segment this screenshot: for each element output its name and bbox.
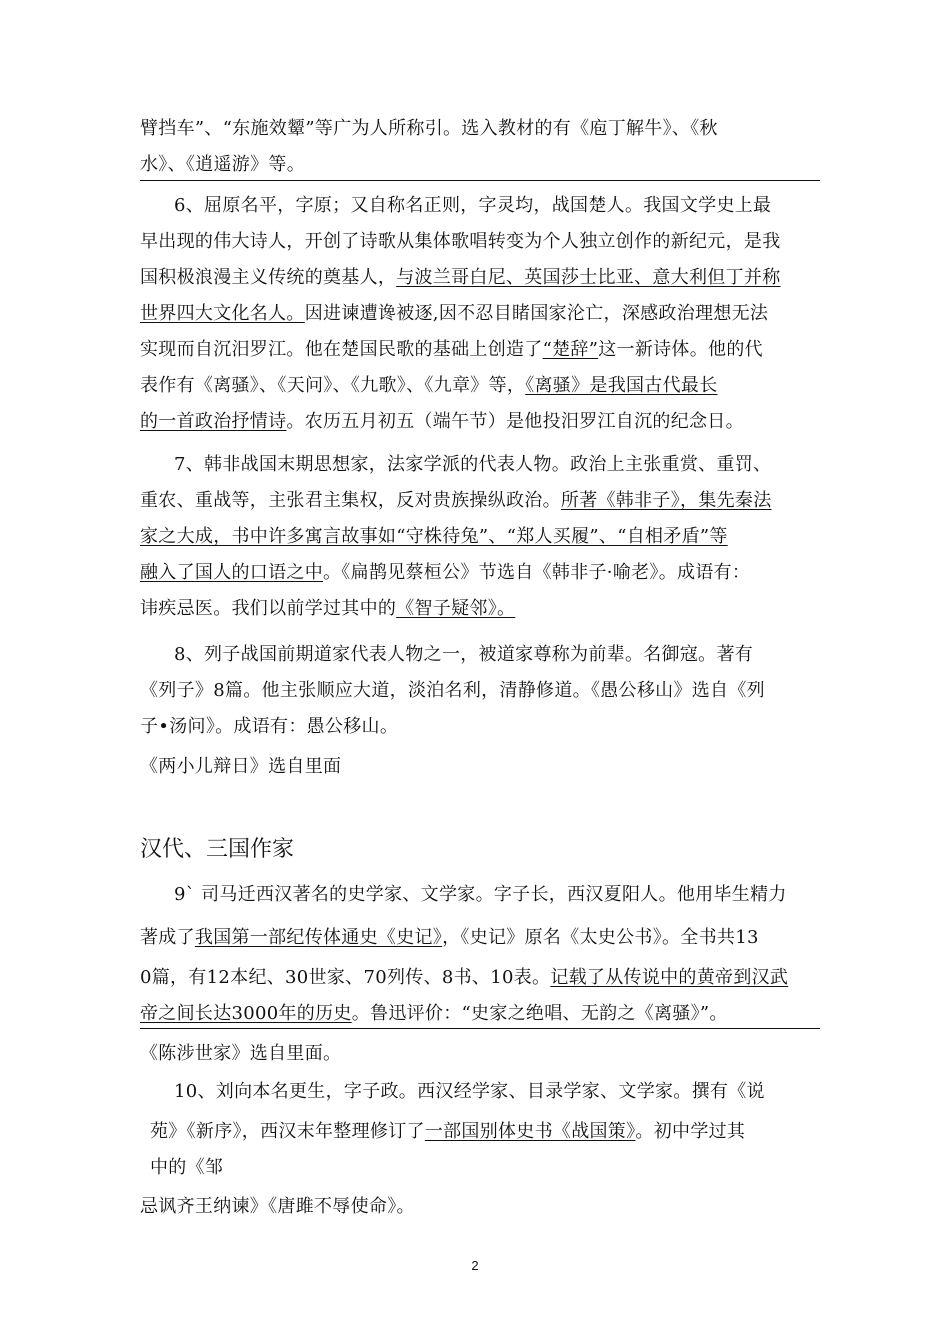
text-line: 帝之间长达3000年的历史。鲁迅评价：“史家之绝唱、无韵之《离骚》”。 (140, 1003, 728, 1024)
text-line: 水》、《逍遥游》等。 (140, 154, 305, 175)
underlined-text: 帝之间长达3000年的历史 (140, 1003, 352, 1024)
text-line (140, 525, 728, 549)
text-line: 10、刘向本名更生，字子政。西汉经学家、目录学家、文学家。撰有《说 (174, 1081, 765, 1102)
underlined-text: “楚辞” (542, 339, 599, 360)
underlined-text: 记载了从传说中的黄帝到汉武 (550, 967, 789, 988)
underlined-text: 融入了国人的口语之中 (140, 562, 323, 583)
underlined-text: 一部国别体史书《战国策》 (424, 1121, 636, 1142)
text-line: 的一首政治抒情诗。农历五月初五（端午节）是他投汨罗江自沉的纪念日。 (140, 411, 744, 432)
underlined-text: 的一首政治抒情诗 (140, 411, 287, 432)
text-line: 世界四大文化名人。因进谏遭谗被逐,因不忍目睹国家沦亡，深感政治理想无法 (140, 303, 769, 324)
underlined-text: 我国第一部纪传体通史《史记》 (194, 927, 443, 948)
horizontal-rule (140, 1028, 820, 1029)
underlined-text: 家之大成，书中许多寓言故事如“守株待兔”、“郑人买履”、“自相矛盾”等 (140, 526, 728, 547)
text-line: 国积极浪漫主义传统的奠基人，与波兰哥白尼、英国莎士比亚、意大利但丁并称 (140, 267, 781, 288)
page-number: 2 (471, 1258, 479, 1273)
horizontal-rule (140, 180, 820, 181)
text-line: 8、列子战国前期道家代表人物之一，被道家尊称为前辈。名御寇。著有 (174, 644, 754, 665)
section-heading: 汉代、三国作家 (140, 837, 295, 862)
text-line: 《列子》8篇。他主张顺应大道，淡泊名利，清静修道。《愚公移山》选自《列 (140, 680, 765, 701)
text-line: 实现而自沉汨罗江。他在楚国民歌的基础上创造了“楚辞”这一新诗体。他的代 (140, 339, 763, 360)
text-line: 臂挡车”、“东施效颦”等广为人所称引。选入教材的有《庖丁解牛》、《秋 (140, 118, 718, 139)
text-line: 早出现的伟大诗人，开创了诗歌从集体歌唱转变为个人独立创作的新纪元，是我 (140, 231, 781, 252)
text-line: 9` 司马迁西汉著名的史学家、文学家。字子长，西汉夏阳人。他用毕生精力 (174, 884, 787, 905)
text-line: 6、屈原名平，字原；又自称名正则，字灵均，战国楚人。我国文学史上最 (174, 195, 772, 216)
text-line: 《陈涉世家》选自里面。 (140, 1043, 342, 1064)
underlined-text: 世界四大文化名人。 (140, 303, 305, 324)
text-line: 子•汤问》。成语有：愚公移山。 (140, 716, 399, 737)
text-line: 《两小儿辩日》选自里面 (140, 756, 342, 777)
text-line: 中的《邹 (150, 1157, 224, 1178)
text-line: 忌讽齐王纳谏》《唐雎不辱使命》。 (140, 1196, 415, 1217)
underlined-text: 《离骚》是我国古代最长 (525, 375, 718, 396)
text-line: 表作有《离骚》、《天问》、《九歌》、《九章》等，《离骚》是我国古代最长 (140, 375, 718, 396)
underlined-text: 与波兰哥白尼、英国莎士比亚、意大利但丁并称 (396, 267, 781, 288)
text-line: 0篇，有12本纪、30世家、70列传、8书、10表。记载了从传说中的黄帝到汉武 (140, 967, 789, 988)
underlined-text: 《智子疑邻》。 (396, 598, 516, 619)
text-line: 苑》《新序》，西汉末年整理修订了一部国别体史书《战国策》。初中学过其 (150, 1121, 746, 1142)
text-line: 讳疾忌医。我们以前学过其中的《智子疑邻》。 (140, 598, 516, 619)
text-line: 重农、重战等，主张君主集权，反对贵族操纵政治。所著《韩非子》，集先秦法 (140, 490, 772, 511)
text-line: 7、韩非战国末期思想家，法家学派的代表人物。政治上主张重赏、重罚、 (174, 454, 772, 475)
text-line: 著成了我国第一部纪传体通史《史记》，《史记》原名《太史公书》。全书共13 (140, 927, 759, 948)
underlined-text: 所著《韩非子》，集先秦法 (560, 490, 772, 511)
text-line: 融入了国人的口语之中。《扁鹊见蔡桓公》节选自《韩非子·喻老》。成语有： (140, 562, 751, 583)
